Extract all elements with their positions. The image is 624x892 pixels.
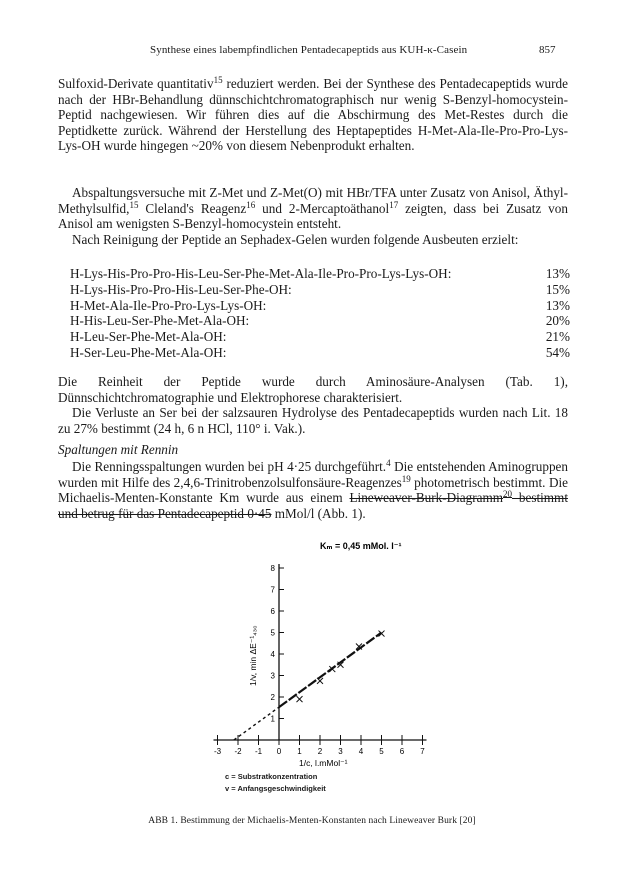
paragraph-2: Abspaltungsversuche mit Z-Met und Z-Met(O) mit HBr/TFA unter Zusatz von Anisol, Äthyl-Methylsulfid,$^{15}$ Cleland's Reagenz$^{16}$ und 2-Mercaptoäthanol$^{17}$ zeigten, dass bei Zusatz von Anisol am wenigsten S-Benzyl-homocystein entsteht. xyxy=(58,185,568,232)
data-point xyxy=(297,696,303,702)
km-annotation: Kₘ = 0,45 mMol. l⁻¹ xyxy=(320,541,402,551)
yield-list xyxy=(70,266,570,361)
figure-legend-v: v = Anfangsgeschwindigkeit xyxy=(225,784,326,793)
running-header xyxy=(0,44,624,60)
yield-peptide: H-His-Leu-Ser-Phe-Met-Ala-OH: xyxy=(70,313,250,329)
y-tick-label: 6 xyxy=(270,607,275,616)
yield-value: 21% xyxy=(545,329,570,345)
yield-peptide: H-Lys-His-Pro-Pro-His-Leu-Ser-Phe-OH: xyxy=(70,281,292,297)
figure-legend-c: c = Substratkonzentration xyxy=(225,772,318,781)
y-tick-label: 8 xyxy=(270,564,275,573)
x-tick-label: 4 xyxy=(358,747,364,756)
x-tick-label: -1 xyxy=(254,747,263,756)
yield-peptide: H-Ser-Leu-Phe-Met-Ala-OH: xyxy=(70,344,227,360)
y-tick-label: 7 xyxy=(270,585,275,595)
yield-row xyxy=(70,266,570,282)
x-tick-label: 3 xyxy=(338,747,343,756)
yield-row xyxy=(70,282,570,298)
x-tick-label: 6 xyxy=(399,747,405,756)
yield-peptide: H-Leu-Ser-Phe-Met-Ala-OH: xyxy=(70,329,227,345)
chart-axes xyxy=(214,564,427,740)
paragraph-3: Nach Reinigung der Peptide an Sephadex-Gelen wurden folgende Ausbeuten erzielt: xyxy=(72,232,519,247)
extrapolation-line xyxy=(234,707,279,740)
running-title: Synthese eines labempfindlichen Pentadecapeptids aus KUH-κ-Casein xyxy=(150,44,468,56)
yield-value: 13% xyxy=(545,266,570,281)
lineweaver-burk-chart xyxy=(170,536,460,776)
figure-caption: ABB 1. Bestimmung der Michaelis-Menten-Konstanten nach Lineweaver Burk [20] xyxy=(148,816,476,826)
yield-value: 13% xyxy=(545,297,570,313)
x-tick-label: -2 xyxy=(234,747,242,756)
x-tick-label: 1 xyxy=(297,747,302,756)
x-tick-label: 2 xyxy=(317,747,323,756)
yield-value: 54% xyxy=(545,344,570,360)
x-tick-label: 0 xyxy=(276,747,282,756)
yield-peptide: H-Met-Ala-Ile-Pro-Pro-Lys-Lys-OH: xyxy=(70,297,267,313)
y-tick-label: 3 xyxy=(270,671,275,681)
paragraph-1: Sulfoxid-Derivate quantitativ$^{15}$ reduziert werden. Bei der Synthese des Pentadecapeptids wurde nach der HBr-Behandlung dünnschichtchromatographisch nur wenig S-Benzyl-homocystein-Peptid nachgewiesen. Wir führen dies auf die Abschirmung des Met-Restes durch die Peptidkette zurück. Während der Herstellung des Heptapeptides H-Met-Ala-Ile-Pro-Pro-Lys-Lys-OH wurde hingegen ~20% von diesem Nebenprodukt erhalten. xyxy=(58,75,568,154)
chart-ticks xyxy=(214,564,425,756)
yield-peptide: H-Lys-His-Pro-Pro-His-Leu-Ser-Phe-Met-Ala-Ile-Pro-Pro-Lys-Lys-OH: xyxy=(70,266,452,281)
x-tick-label: 7 xyxy=(420,747,425,756)
section-heading: Spaltungen mit Rennin xyxy=(58,442,179,457)
page-number: 857 xyxy=(539,44,556,56)
data-point xyxy=(317,678,323,684)
yield-row xyxy=(70,345,570,361)
y-tick-label: 4 xyxy=(270,650,275,659)
yield-value: 20% xyxy=(545,313,570,329)
x-tick-label: -3 xyxy=(213,747,222,756)
y-tick-label: 1 xyxy=(270,714,275,724)
paragraph-4: Die Reinheit der Peptide wurde durch Aminosäure-Analysen (Tab. 1), Dünnschichtchromatographie und Elektrophorese charakterisiert. xyxy=(58,374,568,405)
y-tick-label: 2 xyxy=(270,693,275,702)
y-tick-label: 5 xyxy=(270,628,275,638)
yield-row xyxy=(70,329,570,345)
y-axis-label: 1/v, min ΔE⁻¹₄₃₀ xyxy=(248,625,258,686)
chart-points xyxy=(297,631,385,703)
yield-value: 15% xyxy=(545,281,570,297)
paragraph-6: Die Renningsspaltungen wurden bei pH 4·25 durchgeführt.$^4$ Die entstehenden Aminogruppen wurden mit Hilfe des 2,4,6-Trinitrobenzolsulfonsäure-Reagenzes$^{19}$ photometrisch bestimmt. Die Michaelis-Menten-Konstante Km wurde aus einem Lineweaver-Burk-Diagramm$^{20}$ bestimmt und betrug für das Pentadecapeptid 0·45 mMol/l (Abb. 1). xyxy=(58,458,568,521)
x-axis-label: 1/c, l.mMol⁻¹ xyxy=(299,758,348,768)
regression-line xyxy=(279,633,382,708)
yield-row xyxy=(70,298,570,314)
paragraph-5: Die Verluste an Ser bei der salzsauren Hydrolyse des Pentadecapeptids wurden nach Lit. 18 zu 27% bestimmt (24 h, 6 n HCl, 110° i. Vak.). xyxy=(58,405,568,436)
yield-row xyxy=(70,313,570,329)
x-tick-label: 5 xyxy=(379,747,384,756)
